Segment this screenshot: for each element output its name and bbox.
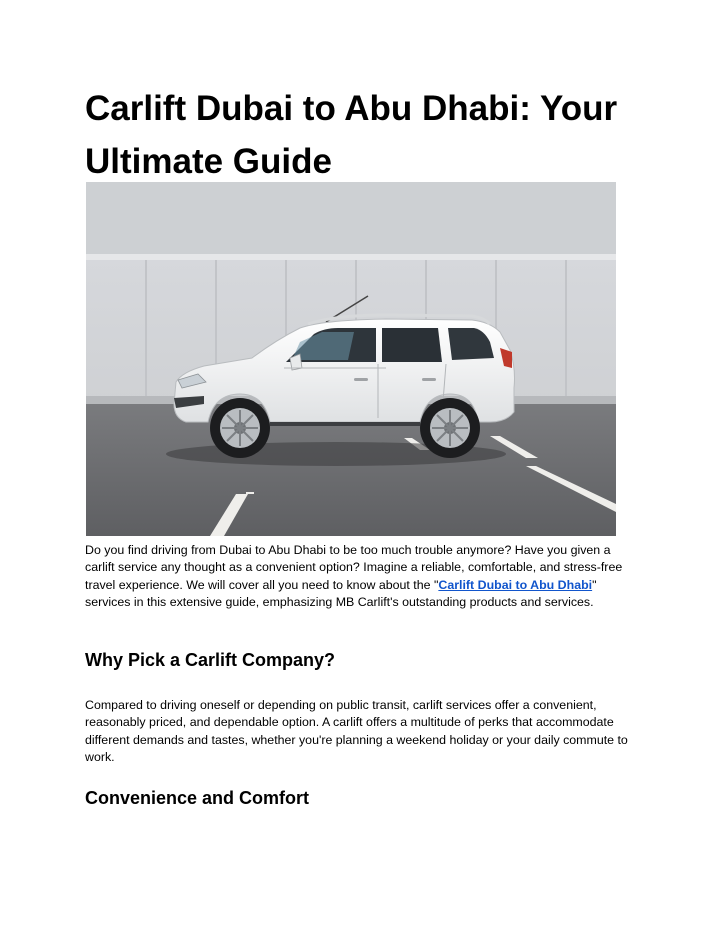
intro-text-after-link: " services in this extensive guide, emphasizing MB Carlift's outstanding products and services. bbox=[85, 577, 597, 609]
intro-text-before-link: Do you find driving from Dubai to Abu Dhabi to be too much trouble anymore? Have you given a carlift service any thought as a convenient option? Imagine a reliable, comfortable, and stress-free travel experience. We will cover all you need to know about the " bbox=[85, 543, 623, 592]
section-paragraph-why-pick: Compared to driving oneself or depending on public transit, carlift services offer a convenient, reasonably priced, and dependable option. A carlift offers a multitude of perks that accommodate different demands and tastes, whether you're planning a weekend holiday or your daily commute to work. bbox=[85, 698, 628, 764]
white-suv-photo bbox=[86, 182, 616, 536]
hero-image bbox=[86, 182, 616, 536]
intro-paragraph bbox=[85, 542, 637, 611]
carlift-dubai-abu-dhabi-link[interactable]: Carlift Dubai to Abu Dhabi bbox=[438, 577, 593, 592]
page-title: Carlift Dubai to Abu Dhabi: Your Ultimate Guide bbox=[85, 89, 618, 181]
section-heading-why-pick: Why Pick a Carlift Company? bbox=[85, 650, 336, 670]
section-heading-convenience: Convenience and Comfort bbox=[85, 788, 310, 808]
